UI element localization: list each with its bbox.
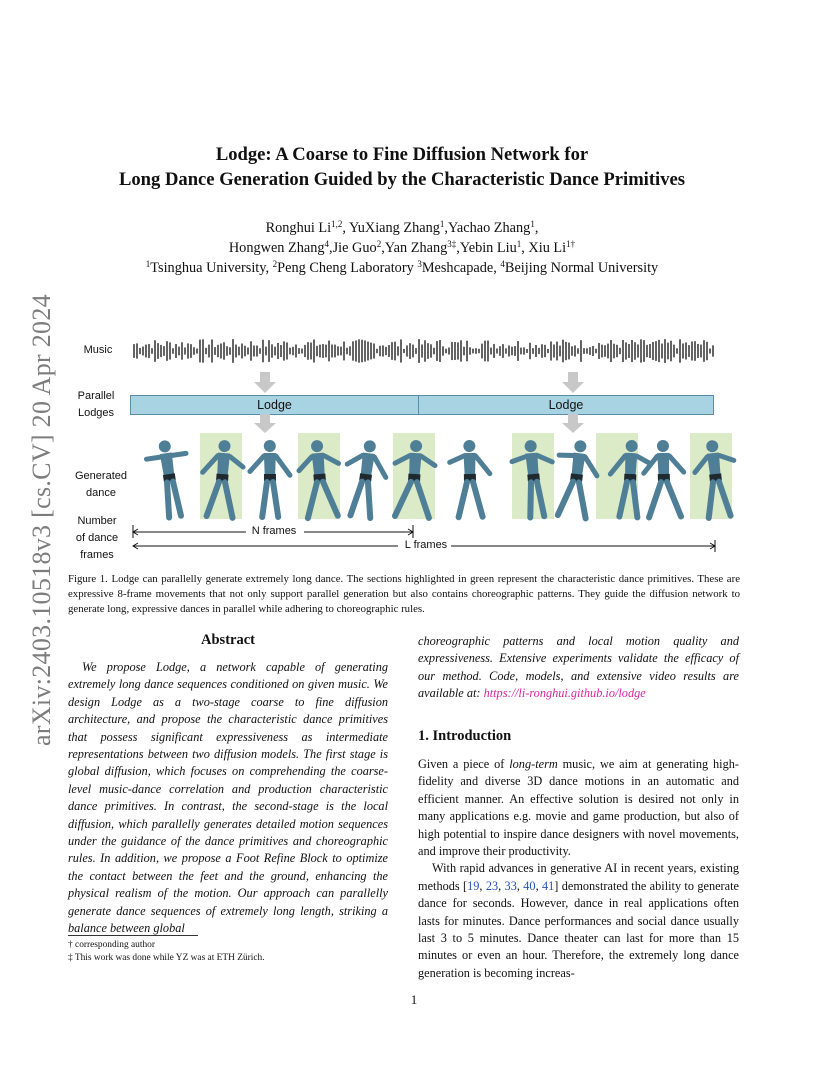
label-text: Music (83, 344, 113, 356)
label-text: Lodges (77, 407, 115, 419)
dancer-figure (449, 440, 490, 518)
n-frames-label: N frames (251, 525, 297, 537)
row-label-number-of-frames (66, 513, 128, 564)
introduction-body (418, 756, 739, 982)
author-separator: , (534, 220, 539, 236)
author-affil-mark: 1 (439, 219, 445, 229)
paper-title (100, 142, 704, 192)
author-name: ,Jie Guo (329, 240, 377, 256)
dancer-figure (692, 438, 740, 519)
text: With rapid advances in generative AI in recent years, existing methods [ (418, 861, 739, 893)
citation-link[interactable]: 23 (485, 878, 499, 893)
author-line-1 (90, 218, 714, 238)
dancer-figure (552, 438, 601, 519)
dancer-figure (392, 439, 436, 518)
l-frames-label: L frames (404, 539, 448, 551)
author-affil-mark: 2 (376, 239, 382, 249)
author-name: Hongwen Zhang (228, 240, 325, 256)
author-name: , YuXiang Zhang (342, 220, 440, 236)
label-text: frames (80, 549, 114, 561)
dancer-figure (510, 438, 557, 518)
label-text: Number (77, 515, 117, 527)
project-url-link[interactable]: https://li-ronghui.github.io/lodge (483, 686, 646, 701)
affil-name: Peng Cheng Laboratory (277, 260, 418, 276)
affil-mark: 1 (145, 259, 151, 269)
down-arrow-icon (562, 414, 584, 434)
lodge-block-1: Lodge (130, 395, 419, 415)
author-name: Ronghui Li (265, 220, 332, 236)
figure-caption: Figure 1. Lodge can parallelly generate extremely long dance. The sections highlighted in green represent the characteristic dance primitives. These are expressive 8-frame movements that not only support parallel generation but also contains choreographic patterns. They guide the diffusion network to generate long, expressive dances in parallel while adhering to choreographic rules. (68, 573, 740, 615)
dancer-figure (200, 439, 245, 519)
affiliations (90, 258, 714, 278)
affil-name: Meshcapade, (421, 260, 501, 276)
intro-paragraph-2: With rapid advances in generative AI in recent years, existing methods [19, 23, 33, 40, 41] demonstrated the ability to generate dance for seconds. However, dance in real applications often lasts for minutes. Dance performances and social dance usually last 3 to 5 minutes. Dance theater can last for more than 15 minutes or even an hour. Therefore, the extremely long dance generation is becoming increas- (418, 861, 739, 980)
footnote-rule (68, 935, 198, 936)
page-number: 1 (410, 992, 418, 1007)
text: music, we aim at generating high-fidelity and diverse 3D dance motions in an automatic and efficient manner. An effective solution is desired not only in many applications e.g. movie and game production, but also of high potential to inspire dance designers with novel movements, and improve their productivity. (418, 757, 739, 859)
author-name: ,Yachao Zhang (444, 220, 531, 236)
generated-dance-figures (140, 432, 740, 524)
affil-mark: 3 (417, 259, 422, 269)
author-affil-mark: 1 (516, 239, 522, 249)
dancer-figure (341, 438, 391, 520)
dancer-figure (608, 439, 652, 518)
abstract-body: We propose Lodge, a network capable of generating extremely long dance sequences conditioned on given music. We design Lodge as a two-stage coarse to fine diffusion architecture, and propose the characteristic dance primitives that possess significant expressiveness as intermediate representations between two diffusion models. The first stage is global diffusion, which focuses on comprehending the coarse-level music-dance correlation and production characteristic dance primitives. In contrast, the second-stage is the local diffusion, which parallelly generates detailed motion sequences under the guidance of the dance primitives and choreographic rules. In addition, we propose a Foot Refine Block to optimize the contact between the feet and the ground, enhancing the physical realism of the motion. Our approach can parallelly generate dance sequences of extremely long length, striking a balance between global (68, 660, 388, 936)
citation-link[interactable]: 19 (467, 878, 480, 893)
citation-link[interactable]: 33 (504, 878, 517, 893)
row-label-generated-dance (66, 468, 136, 502)
dancer-figure (144, 438, 195, 520)
author-affil-mark: 1† (566, 239, 576, 249)
lodge-block-2: Lodge (418, 395, 714, 415)
title-line-2: Long Dance Generation Guided by the Characteristic Dance Primitives (118, 169, 685, 190)
text: ] demonstrated the ability to generate dance for seconds. However, dance in real applications often lasts for minutes. Dance performances and social dance usually last 3 to 5 minutes. Dance theater can last for more than 15 minutes or even an hour. Therefore, the extremely long dance generation is becoming increas- (418, 878, 739, 980)
intro-paragraph-1 (418, 756, 739, 860)
footnote-corresponding: † corresponding author (68, 940, 155, 950)
abstract-body-continued (418, 633, 739, 703)
affil-mark: 4 (500, 259, 505, 269)
dancer-figure (643, 439, 685, 517)
citation-link[interactable]: 41 (541, 878, 555, 893)
author-line-2 (90, 238, 714, 258)
emphasis: long-term (509, 757, 558, 771)
author-affil-mark: 4 (324, 239, 330, 249)
author-affil-mark: 3‡ (447, 239, 457, 249)
row-label-parallel-lodges (68, 388, 124, 422)
abstract-continued-text: choreographic patterns and local motion quality and expressiveness. Extensive experiments validate the efficacy of our method. Code, models, and extensive video results are available at: (418, 634, 739, 701)
affil-mark: 2 (272, 259, 278, 269)
author-name: , Xiu Li (521, 240, 567, 256)
introduction-heading: 1. Introduction (418, 728, 512, 744)
label-text: Parallel (77, 390, 115, 402)
author-affil-mark: 1,2 (331, 219, 343, 229)
text: Given a piece of (418, 757, 510, 771)
abstract-heading: Abstract (201, 632, 255, 648)
down-arrow-icon (254, 414, 276, 434)
down-arrow-icon (562, 372, 584, 394)
affil-name: Tsinghua University, (150, 260, 273, 276)
author-name: ,Yebin Liu (456, 240, 517, 256)
dancer-figure (250, 440, 290, 517)
citation-link[interactable]: 40 (523, 878, 536, 893)
down-arrow-icon (254, 372, 276, 394)
arxiv-identifier: arXiv:2403.10518v3 [cs.CV] 20 Apr 2024 (27, 294, 56, 746)
affil-name: Beijing Normal University (504, 260, 659, 276)
author-name: ,Yan Zhang (381, 240, 448, 256)
author-list (90, 218, 714, 278)
music-waveform (132, 336, 716, 366)
title-line-1: Lodge: A Coarse to Fine Diffusion Network for (215, 144, 589, 165)
label-text: dance (86, 487, 116, 499)
dancer-figure (297, 439, 343, 519)
label-text: Generated (75, 470, 127, 482)
author-affil-mark: 1 (530, 219, 535, 229)
row-label-music (72, 342, 124, 359)
footnote-eth: ‡ This work was done while YZ was at ETH Zürich. (68, 953, 265, 963)
label-text: of dance (75, 532, 119, 544)
